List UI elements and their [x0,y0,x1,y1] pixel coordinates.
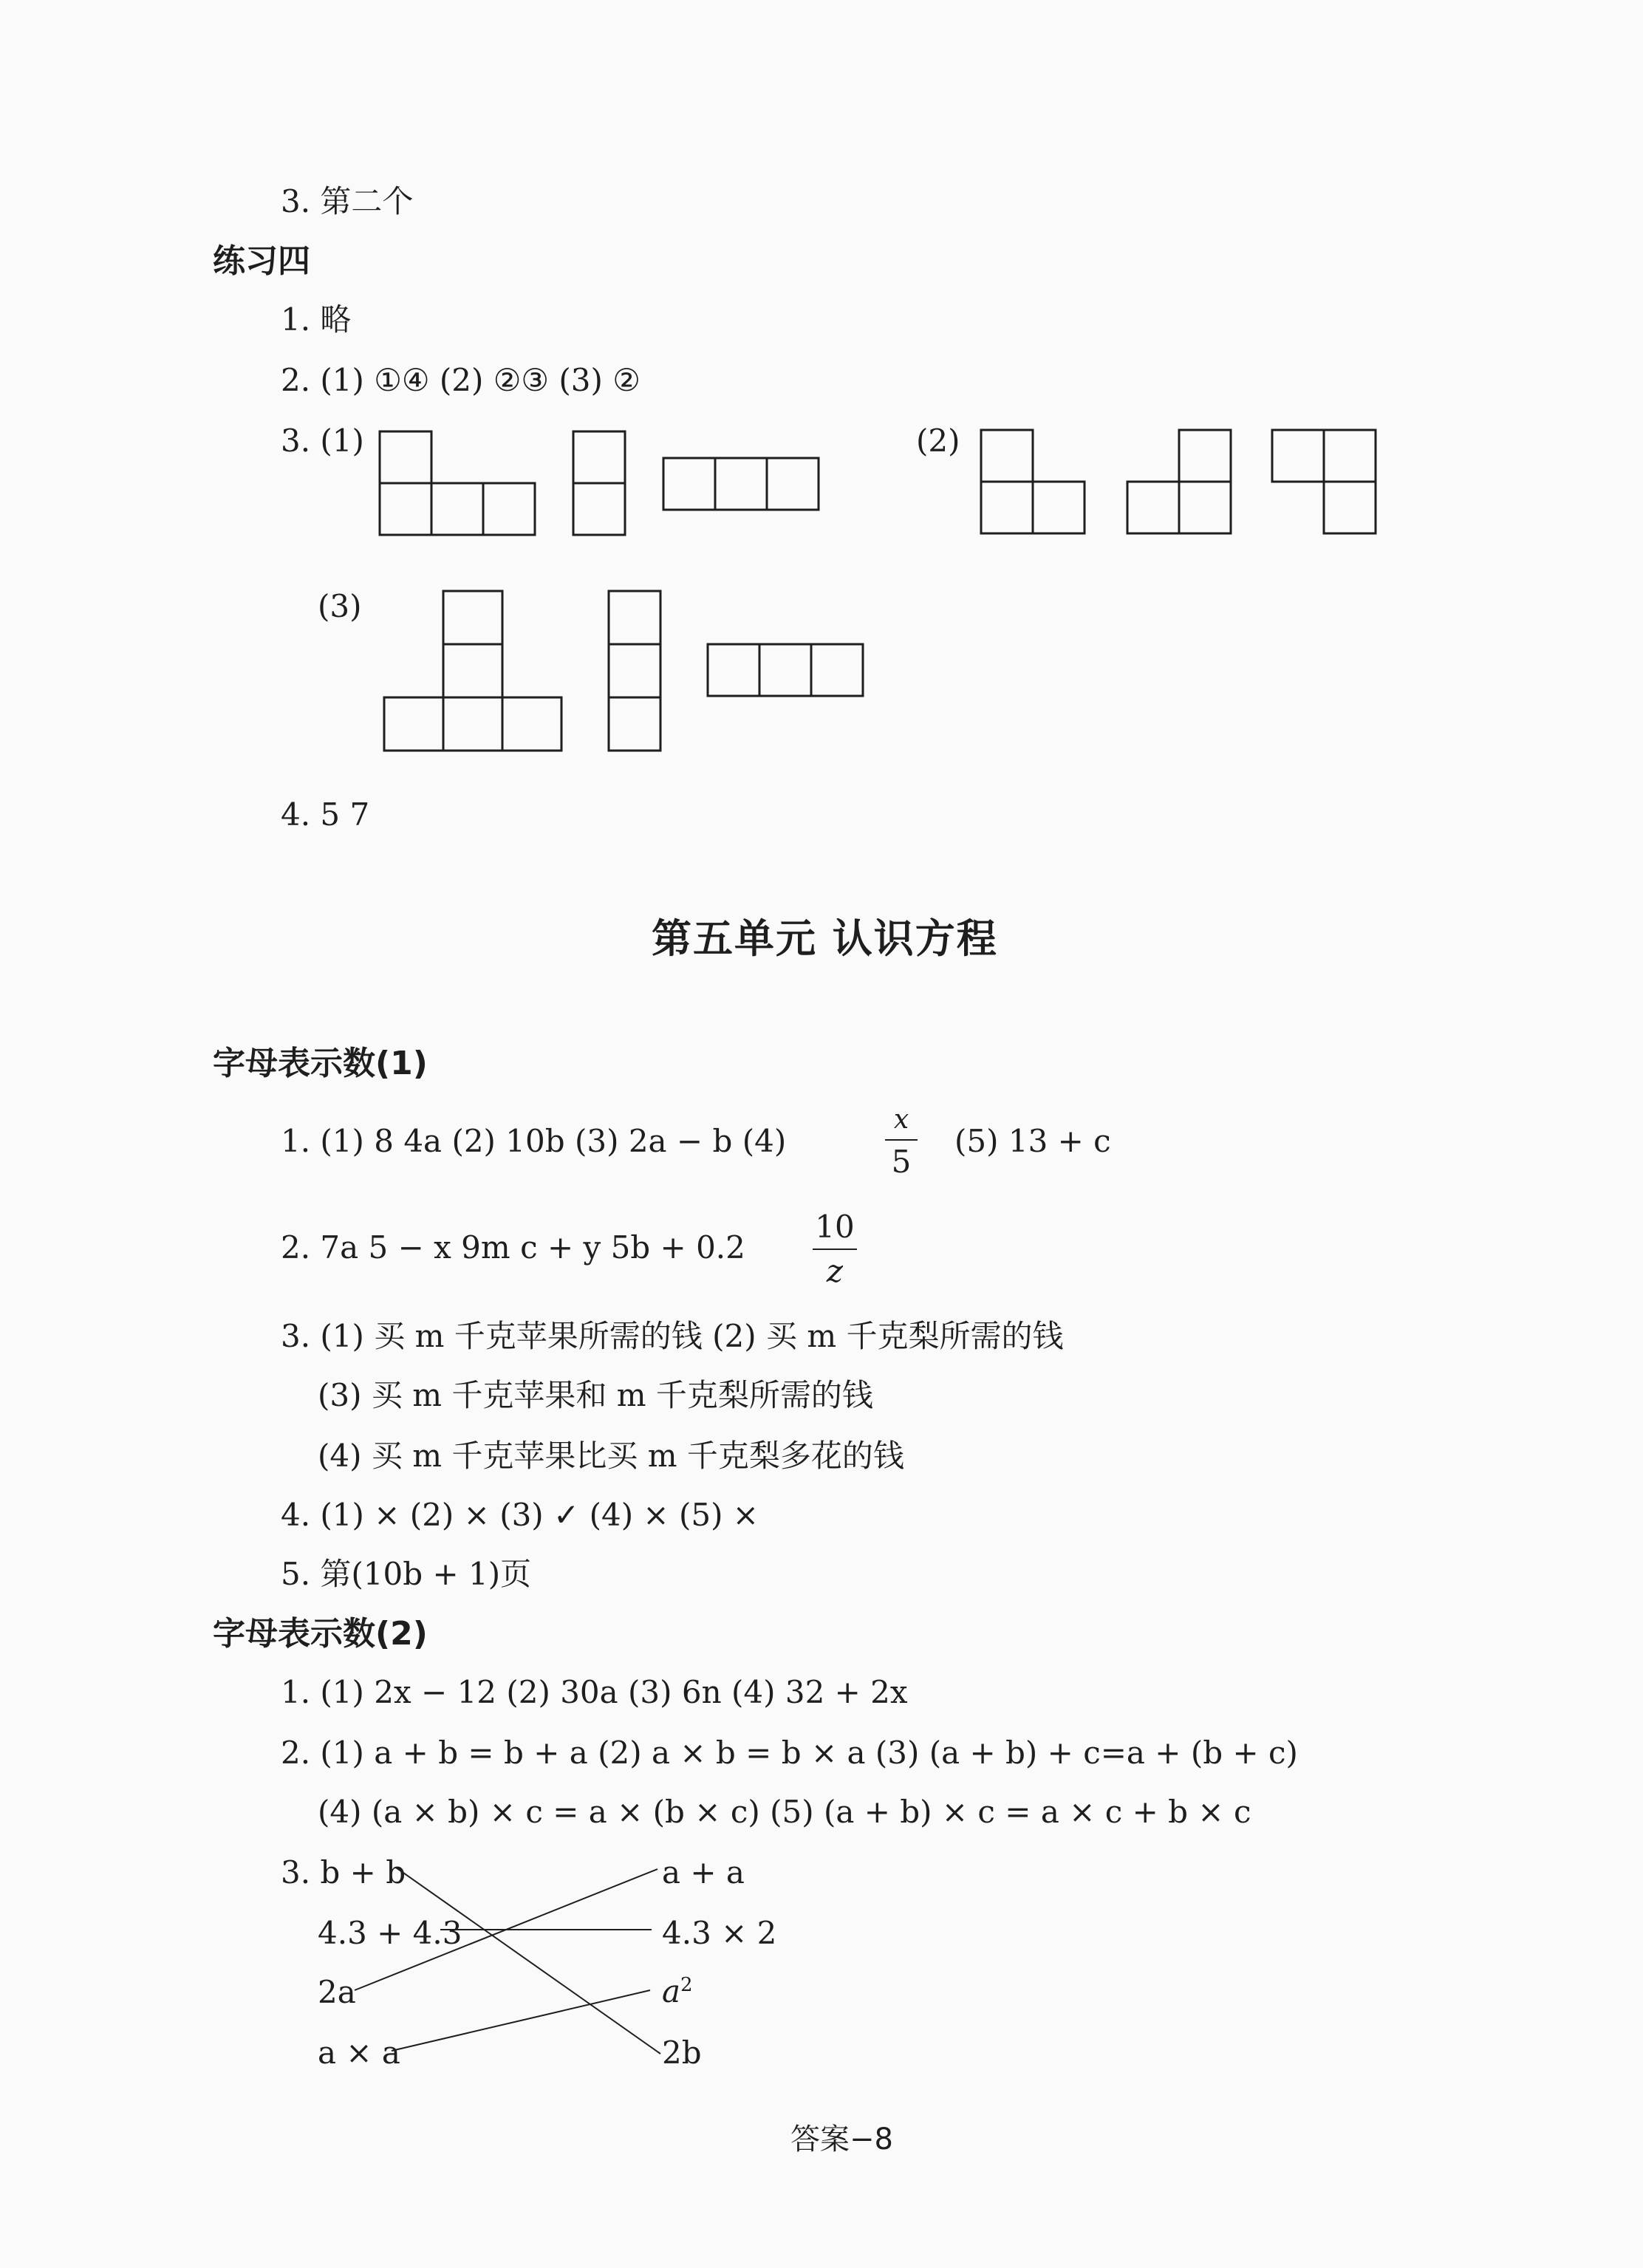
s1-q3-line2: (3) 买 m 千克苹果和 m 千克梨所需的钱 [318,1377,873,1413]
s1-q2: 2. 7a 5 − x 9m c + y 5b + 0.2 [281,1229,745,1265]
fraction-numerator: 10 [815,1209,855,1245]
s2-q2-line1: 2. (1) a + b = b + a (2) a × b = b × a (3) (a + b) + c=a + (b + c) [281,1735,1298,1771]
s1-q4: 4. (1) × (2) × (3) ✓ (4) × (5) × [281,1497,759,1533]
ex4-q2: 2. (1) ①④ (2) ②③ (3) ② [281,362,641,398]
ex4-q3-label: 3. (1) [281,423,364,459]
s1-q1-tail: (5) 13 + c [954,1123,1111,1159]
unit-title: 第五单元 认识方程 [652,915,998,962]
section-title-letters-2: 字母表示数(2) [213,1615,428,1653]
ex4-q3-part3-label: (3) [318,588,362,624]
section-title-exercise-4: 练习四 [213,242,310,280]
s1-q3-line3: (4) 买 m 千克苹果比买 m 千克梨多花的钱 [318,1438,904,1474]
fraction-numerator: x [893,1104,909,1135]
s2-q3-left-2: 4.3 + 4.3 [318,1915,462,1951]
match-line [396,1868,660,2054]
ex4-q1: 1. 略 [281,301,352,338]
s1-q5: 5. 第(10b + 1)页 [281,1556,532,1592]
s1-q3-line1: 3. (1) 买 m 千克苹果所需的钱 (2) 买 m 千克梨所需的钱 [281,1318,1064,1354]
s2-q3-right-4: 2b [662,2035,702,2071]
s2-q3-left-3: 2a [318,1974,356,2010]
fraction-denominator: z [826,1253,844,1289]
ex4-q4: 4. 5 7 [281,796,370,833]
s2-q3-left-1: 3. b + b [281,1854,406,1890]
s2-q3-right-2: 4.3 × 2 [662,1915,777,1951]
s1-q1: 1. (1) 8 4a (2) 10b (3) 2a − b (4) [281,1123,787,1159]
s2-q1: 1. (1) 2x − 12 (2) 30a (3) 6n (4) 32 + 2x [281,1674,908,1710]
ex4-q3-part2-label: (2) [916,423,960,459]
page-footer: 答案−8 [790,2122,893,2156]
s2-q3-left-4: a × a [318,2035,400,2071]
answer-line-3: 3. 第二个 [281,183,414,219]
exponent: 2 [680,1974,693,1996]
s2-q3-right-1: a + a [662,1854,745,1890]
base: a [662,1973,681,2009]
fraction-denominator: 5 [891,1144,912,1180]
match-line [392,1990,650,2051]
s2-q2-line2: (4) (a × b) × c = a × (b × c) (5) (a + b) × c = a × c + b × c [318,1794,1251,1830]
section-title-letters-1: 字母表示数(1) [213,1045,428,1082]
